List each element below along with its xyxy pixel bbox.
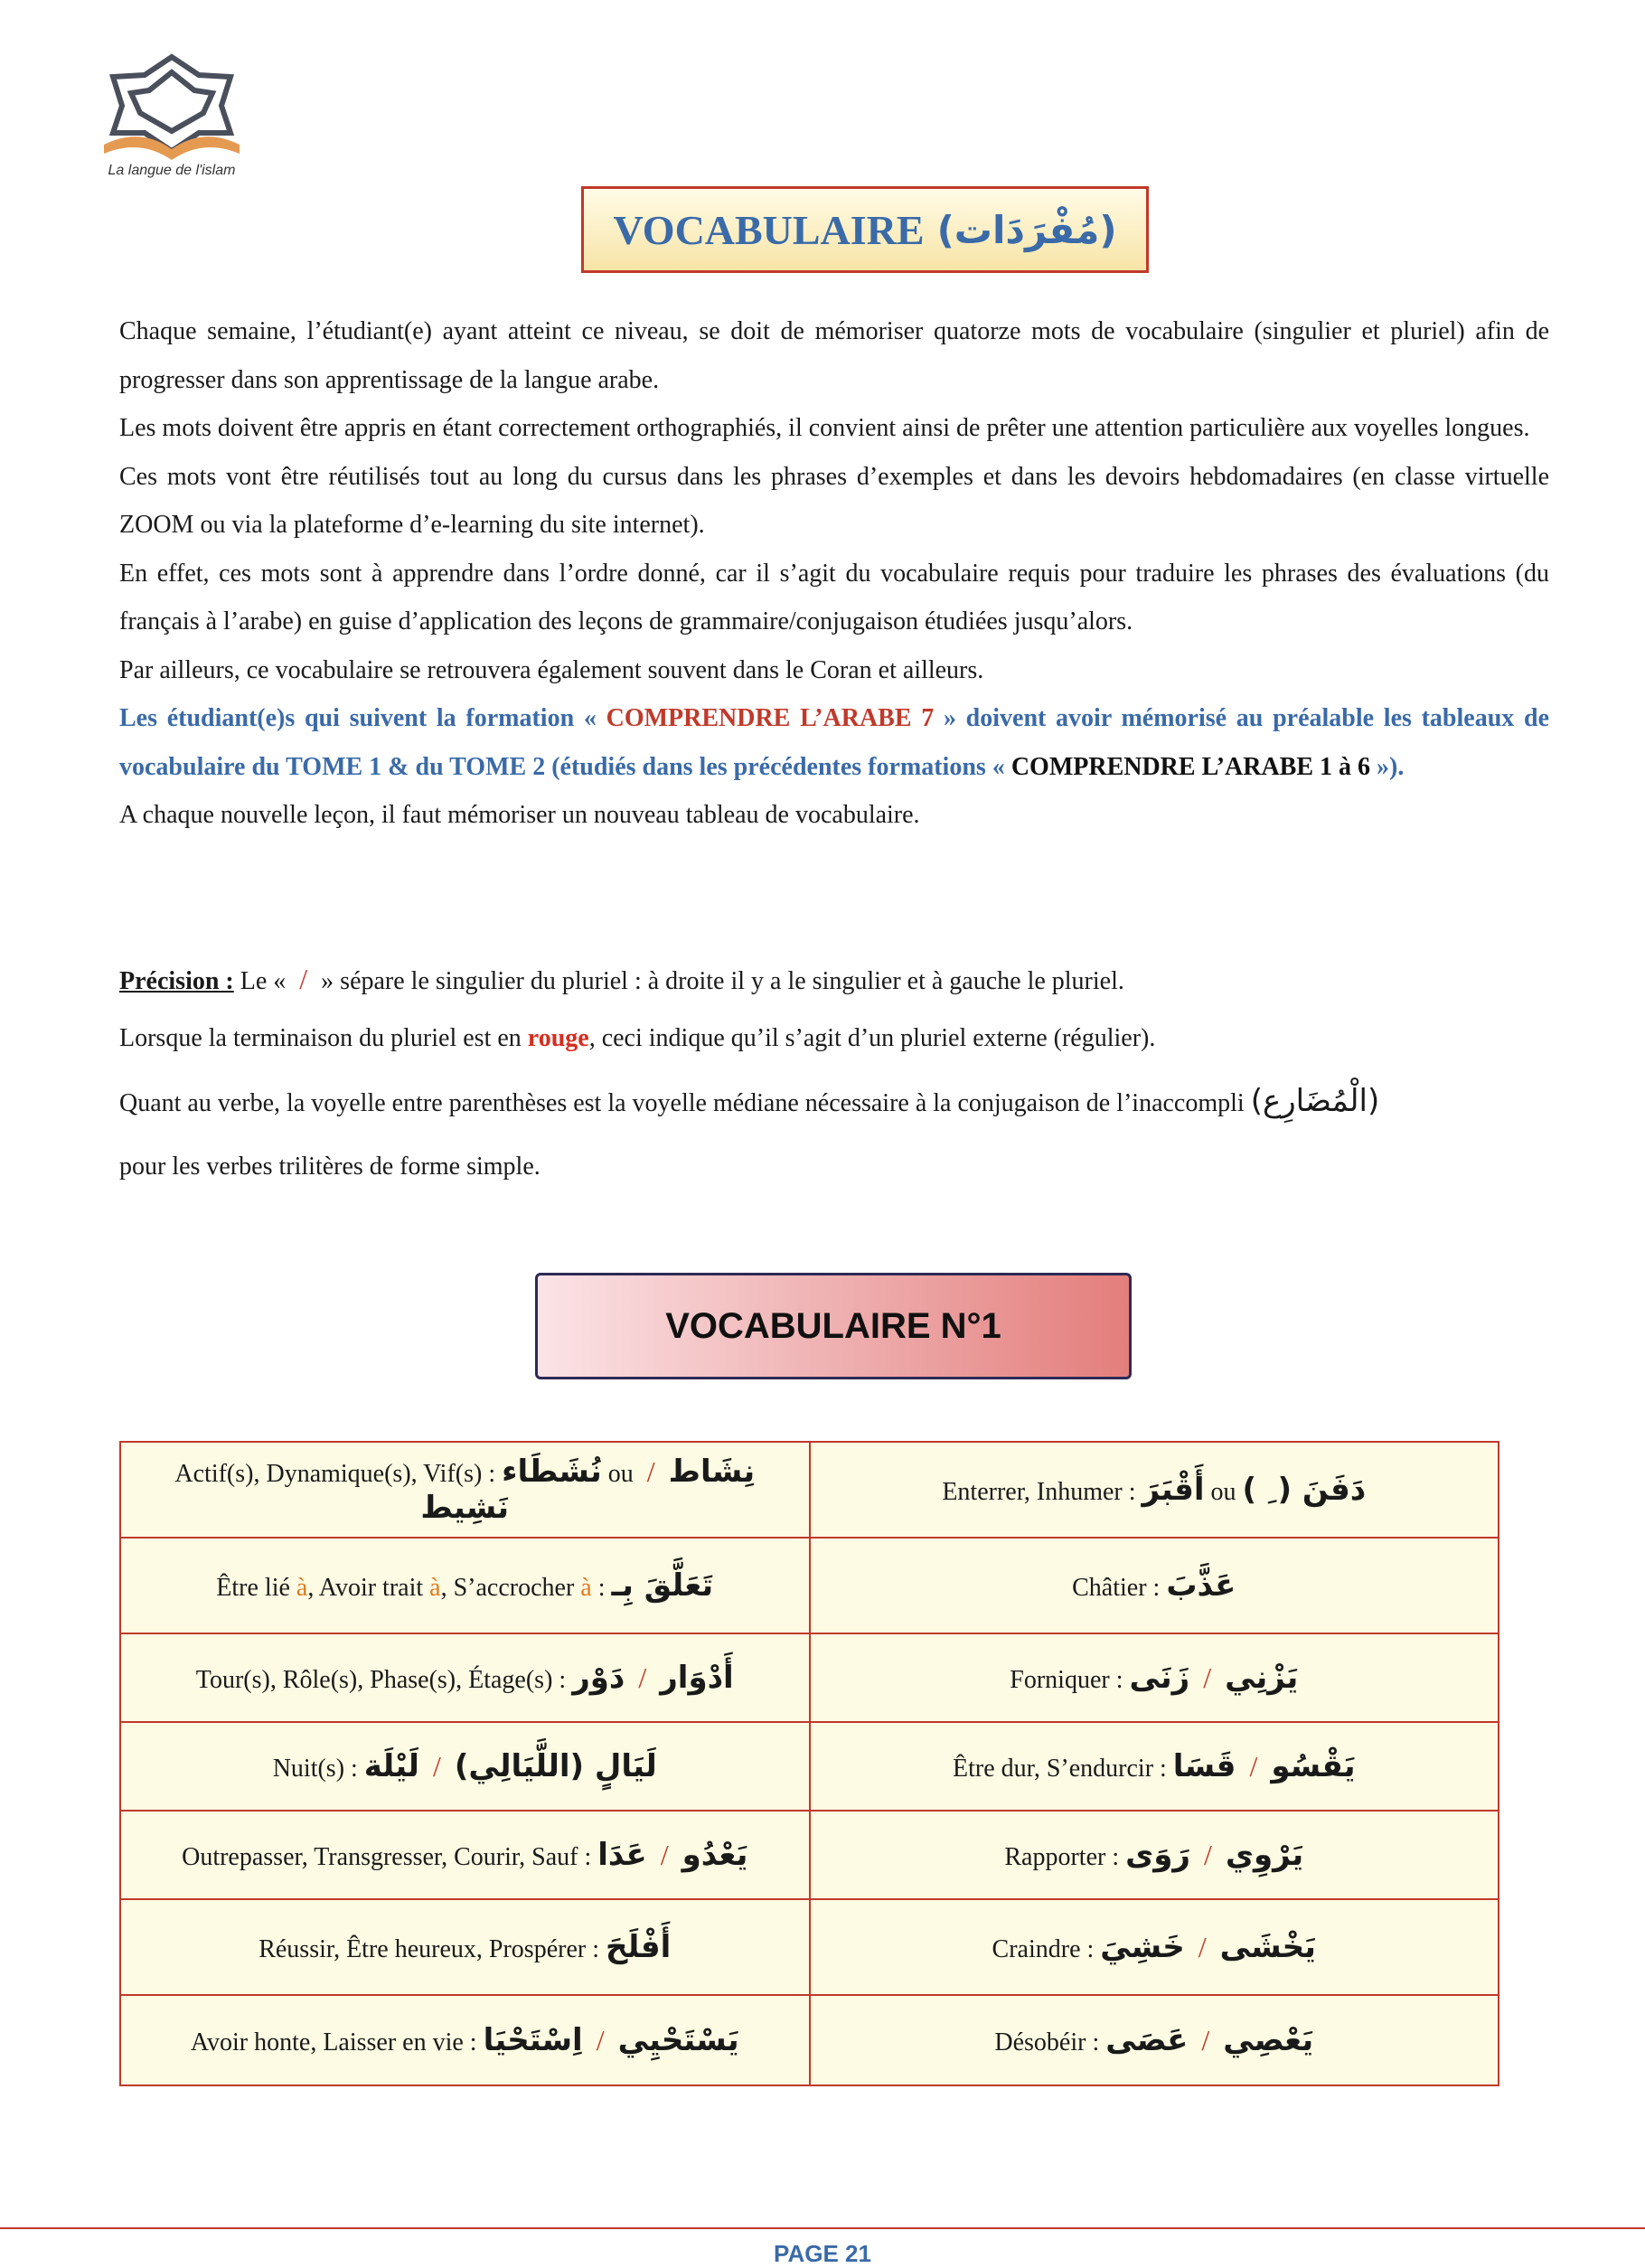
fr-text: , S’accrocher — [440, 1574, 581, 1602]
cell-right — [810, 1633, 1499, 1722]
fr-text: Forniquer : — [1010, 1666, 1130, 1694]
ar-word: يَزْنِي — [1225, 1660, 1299, 1696]
ar-word: دَفَنَ ( ِ ) — [1242, 1472, 1367, 1508]
separator: / — [432, 1750, 441, 1783]
or-text: ou — [1210, 1478, 1236, 1506]
vocab-title: VOCABULAIRE N°1 — [535, 1273, 1132, 1379]
p6-e: »). — [1370, 752, 1405, 781]
separator: / — [1204, 1839, 1212, 1871]
ar-word: يَعْصِي — [1223, 2022, 1314, 2058]
separator: / — [1198, 1931, 1207, 1963]
precision-line — [119, 963, 1584, 996]
paragraph-1: Chaque semaine, l’étudiant(e) ayant atteint ce niveau, se doit de mémoriser quatorze mots de vocabulaire (singulier et pluriel) afin de progresser dans son apprentissage de la langue arabe. — [119, 317, 1549, 394]
page-title — [581, 186, 1149, 273]
separator: / — [1201, 2024, 1210, 2056]
verbe-line — [119, 1083, 1589, 1119]
ar-word: خَشِيَ — [1100, 1929, 1185, 1965]
ar-word: نِشَاط — [668, 1454, 756, 1490]
rouge-word: rouge — [527, 1024, 589, 1052]
cell-left — [120, 1995, 810, 2085]
paragraph-3: Ces mots vont être réutilisés tout au long du cursus dans les phrases d’exemples et dans les devoirs hebdomadaires (en classe virtuelle ZOOM ou via la plateforme d’e-learning du site internet). — [119, 462, 1549, 539]
ar-word: لَيَالٍ (اللَّيَالِي) — [454, 1748, 657, 1784]
fr-text: Actif(s), Dynamique(s), Vif(s) : — [174, 1460, 503, 1488]
preposition: à — [580, 1574, 592, 1602]
separator: / — [638, 1661, 647, 1694]
ar-word: يَرْوِي — [1225, 1837, 1304, 1873]
cell-right — [810, 1722, 1499, 1811]
p6-course: COMPRENDRE L’ARABE 7 — [606, 704, 935, 732]
ar-word: رَوَى — [1125, 1837, 1190, 1873]
ar-word: نُشَطَاء — [502, 1454, 602, 1490]
fr-text: Nuit(s) : — [272, 1755, 364, 1783]
ar-word: عَدَا — [597, 1837, 647, 1873]
paragraph-5: Par ailleurs, ce vocabulaire se retrouvera également souvent dans le Coran et ailleurs. — [119, 655, 984, 684]
ar-word: نَشِيط — [420, 1490, 510, 1526]
fr-text: Avoir honte, Laisser en vie : — [190, 2028, 484, 2056]
or-text: ou — [607, 1460, 634, 1488]
intro-text — [119, 307, 1549, 840]
ar-word: يَسْتَحْيِي — [617, 2022, 739, 2058]
p6-a: Les étudiant(e)s qui suivent la formation « — [119, 704, 606, 732]
verbe-line-2: pour les verbes trilitères de forme simple. — [119, 1153, 540, 1181]
ar-word: زَنَى — [1129, 1660, 1190, 1696]
ar-word: لَيْلَة — [363, 1748, 419, 1784]
page-number: PAGE 21 — [774, 2240, 871, 2267]
precision-b: » sépare le singulier du pluriel : à droite il y a le singulier et à gauche le pluriel. — [315, 967, 1124, 995]
table-row — [120, 1995, 1499, 2085]
precision-slash: / — [299, 963, 308, 995]
p6-c: » doivent avoir mémorisé au préalable les tableaux de vocabulaire du TOME 1 & du TOME 2 (étudiés dans les précédentes formations « — [119, 704, 1549, 781]
ar-word: أَدْوَار — [660, 1660, 734, 1696]
table-row — [120, 1899, 1499, 1995]
title-fr: VOCABULAIRE — [613, 206, 925, 253]
ar-word: يَخْشَى — [1219, 1929, 1316, 1965]
cell-left — [120, 1722, 810, 1811]
preposition: à — [429, 1574, 441, 1602]
paragraph-7: A chaque nouvelle leçon, il faut mémoriser un nouveau tableau de vocabulaire. — [119, 801, 920, 829]
cell-right — [810, 1538, 1499, 1633]
cell-left — [120, 1442, 810, 1538]
cell-right — [810, 1811, 1499, 1899]
table-row — [120, 1722, 1499, 1811]
footer-divider — [0, 2227, 1645, 2229]
fr-text: Craindre : — [992, 1935, 1101, 1963]
verbe-a: Quant au verbe, la voyelle entre parenthèses est la voyelle médiane nécessaire à la conjugaison de l’inaccompli — [119, 1089, 1251, 1117]
fr-text: Tour(s), Rôle(s), Phase(s), Étage(s) : — [195, 1666, 573, 1694]
table-row — [120, 1442, 1499, 1538]
fr-text: Réussir, Être heureux, Prospérer : — [258, 1935, 606, 1963]
ar-word: أَفْلَحَ — [605, 1929, 672, 1965]
preposition: à — [296, 1574, 308, 1602]
paragraph-4: En effet, ces mots sont à apprendre dans l’ordre donné, car il s’agit du vocabulaire requis pour traduire les phrases des évaluations (du français à l’arabe) en guise d’application des leçons de grammaire/conjugaison étudiées jusqu’alors. — [119, 559, 1549, 635]
rouge-b: , ceci indique qu’il s’agit d’un pluriel externe (régulier). — [588, 1024, 1156, 1052]
fr-text: : — [591, 1574, 612, 1602]
fr-text: Rapporter : — [1004, 1843, 1126, 1871]
precision-a: Le « — [233, 967, 293, 995]
separator: / — [596, 2024, 605, 2056]
separator: / — [1249, 1750, 1258, 1783]
fr-text: Outrepasser, Transgresser, Courir, Sauf : — [182, 1843, 598, 1871]
fr-text: Enterrer, Inhumer : — [942, 1478, 1142, 1506]
fr-text: , Avoir trait — [307, 1574, 430, 1602]
separator: / — [646, 1455, 655, 1488]
cell-right — [810, 1899, 1499, 1995]
table-row — [120, 1538, 1499, 1633]
table-row — [120, 1811, 1499, 1899]
ar-word: يَقْسُو — [1271, 1748, 1356, 1784]
table-row — [120, 1633, 1499, 1722]
paragraph-2: Les mots doivent être appris en étant correctement orthographiés, il convient ainsi de prêter une attention particulière aux voyelles longues. — [119, 414, 1530, 442]
cell-right — [810, 1442, 1499, 1538]
fr-text: Châtier : — [1072, 1574, 1167, 1602]
rouge-line — [119, 1024, 1584, 1053]
cell-left — [120, 1899, 810, 1995]
logo-caption: La langue de l'islam — [108, 163, 236, 178]
ar-word: يَعْدُو — [682, 1837, 748, 1873]
verbe-ar: (الْمُضَارِع) — [1250, 1083, 1380, 1119]
precision-label: Précision : — [119, 967, 234, 995]
cell-left — [120, 1633, 810, 1722]
ar-word: اِسْتَحْيَا — [483, 2022, 583, 2058]
vocab-table — [119, 1441, 1499, 2086]
p6-prev-courses: COMPRENDRE L’ARABE 1 à 6 — [1010, 752, 1371, 781]
title-ar: (مُفْرَدَات) — [936, 207, 1117, 252]
cell-right — [810, 1995, 1499, 2085]
rouge-a: Lorsque la terminaison du pluriel est en — [119, 1024, 528, 1052]
ar-word: قَسَا — [1172, 1748, 1236, 1784]
separator: / — [1203, 1661, 1212, 1694]
ar-word: عَذَّبَ — [1166, 1567, 1236, 1604]
ar-word: أَقْبَرَ — [1142, 1472, 1205, 1508]
fr-text: Être dur, S’endurcir : — [953, 1755, 1173, 1783]
separator: / — [660, 1839, 669, 1871]
ar-word: عَصَى — [1105, 2022, 1189, 2058]
fr-text: Désobéir : — [994, 2028, 1106, 2056]
ar-word: تَعَلَّقَ بِـ — [611, 1567, 714, 1604]
fr-text: Être lié — [216, 1574, 296, 1602]
cell-left — [120, 1538, 810, 1633]
cell-left — [120, 1811, 810, 1899]
paragraph-6 — [119, 694, 1549, 791]
ar-word: دَوْر — [572, 1660, 625, 1696]
